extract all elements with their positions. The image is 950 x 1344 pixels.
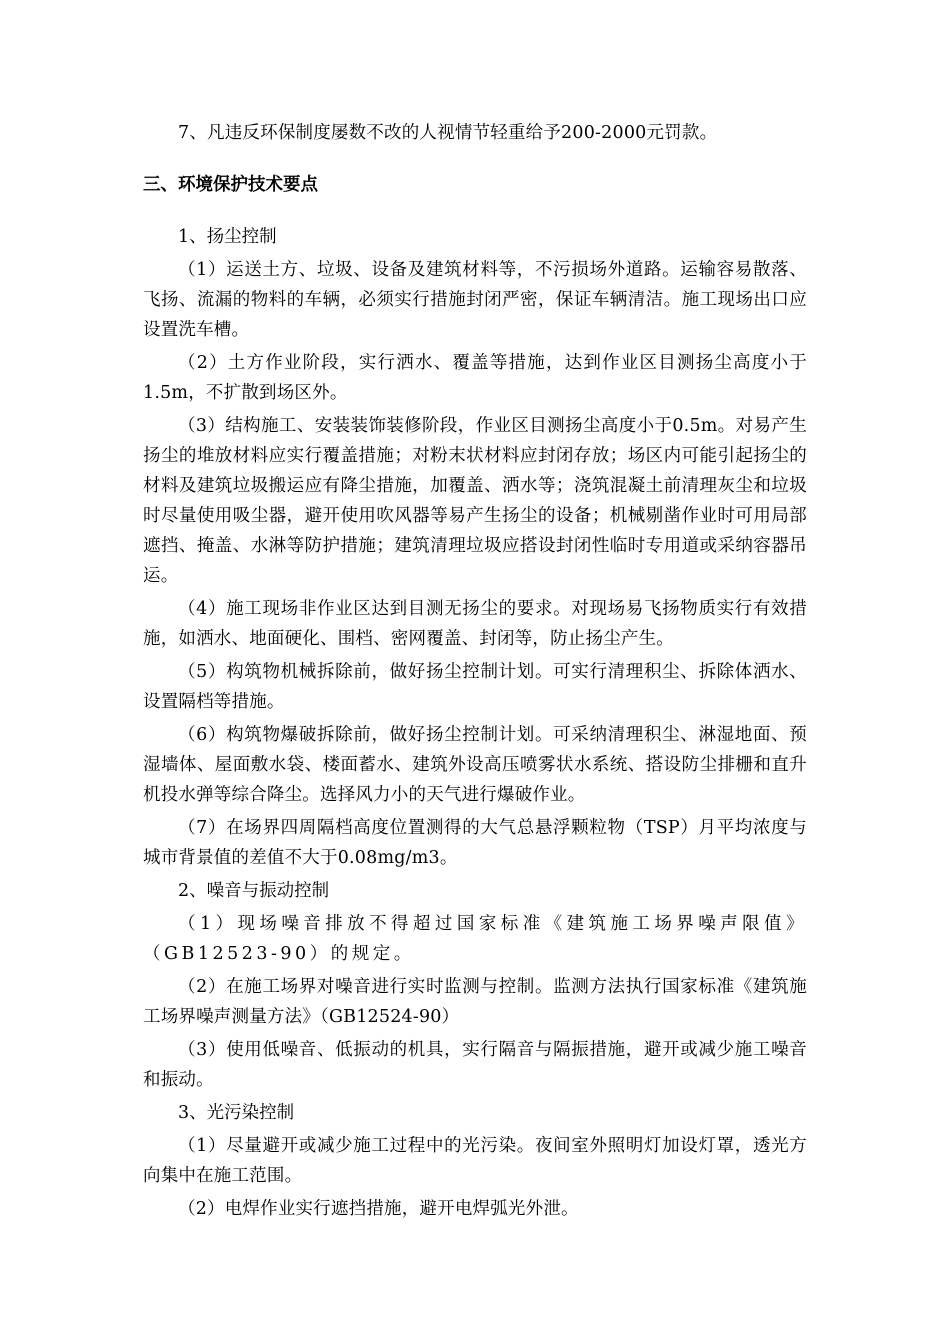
section-3-heading: 三、环境保护技术要点 bbox=[143, 175, 318, 195]
dust-paragraph-5: （5）构筑物机械拆除前，做好扬尘控制计划。可实行清理积尘、拆除体洒水、设置隔档等措施。 bbox=[143, 662, 807, 712]
dust-paragraph-1: （1）运送土方、垃圾、设备及建筑材料等，不污损场外道路。运输容易散落、飞扬、流漏的物料的车辆，必须实行措施封闭严密，保证车辆清洁。施工现场出口应设置洗车槽。 bbox=[143, 260, 807, 340]
dust-paragraph-2: （2）土方作业阶段，实行洒水、覆盖等措施，达到作业区目测扬尘高度小于1.5m，不扩散到场区外。 bbox=[143, 353, 807, 403]
dust-paragraph-6: （6）构筑物爆破拆除前，做好扬尘控制计划。可采纳清理积尘、淋湿地面、预湿墙体、屋面敷水袋、楼面蓄水、建筑外设高压喷雾状水系统、搭设防尘排栅和直升机投水弹等综合降尘。选择风力小的天气进行爆破作业。 bbox=[143, 725, 807, 805]
noise-paragraph-1: （1）现场噪音排放不得超过国家标准《建筑施工场界噪声限值》（GB12523-90）的规定。 bbox=[143, 914, 807, 964]
dust-paragraph-7: （7）在场界四周隔档高度位置测得的大气总悬浮颗粒物（TSP）月平均浓度与城市背景值的差值不大于0.08mg/m3。 bbox=[143, 818, 807, 868]
dust-paragraph-4: （4）施工现场非作业区达到目测无扬尘的要求。对现场易飞扬物质实行有效措施，如洒水、地面硬化、围档、密网覆盖、封闭等，防止扬尘产生。 bbox=[143, 599, 807, 649]
dust-control-heading: 1、扬尘控制 bbox=[178, 227, 277, 247]
light-control-heading: 3、光污染控制 bbox=[178, 1103, 295, 1123]
light-paragraph-1: （1）尽量避开或减少施工过程中的光污染。夜间室外照明灯加设灯罩，透光方向集中在施工范围。 bbox=[143, 1136, 807, 1186]
dust-paragraph-3: （3）结构施工、安装装饰装修阶段，作业区目测扬尘高度小于0.5m。对易产生扬尘的堆放材料应实行覆盖措施；对粉末状材料应封闭存放；场区内可能引起扬尘的材料及建筑垃圾搬运应有降尘措施，加覆盖、洒水等；浇筑混凝土前清理灰尘和垃圾时尽量使用吸尘器，避开使用吹风器等易产生扬尘的设备；机械剔凿作业时可用局部遮挡、掩盖、水淋等防护措施；建筑清理垃圾应搭设封闭性临时专用道或采纳容器吊运。 bbox=[143, 416, 807, 586]
noise-paragraph-2: （2）在施工场界对噪音进行实时监测与控制。监测方法执行国家标准《建筑施工场界噪声测量方法》（GB12524-90） bbox=[143, 977, 807, 1027]
noise-paragraph-3: （3）使用低噪音、低振动的机具，实行隔音与隔振措施，避开或减少施工噪音和振动。 bbox=[143, 1040, 807, 1090]
light-paragraph-2: （2）电焊作业实行遮挡措施，避开电焊弧光外泄。 bbox=[178, 1199, 579, 1219]
item-7-paragraph: 7、凡违反环保制度屡数不改的人视情节轻重给予200-2000元罚款。 bbox=[178, 123, 718, 143]
noise-control-heading: 2、噪音与振动控制 bbox=[178, 881, 330, 901]
